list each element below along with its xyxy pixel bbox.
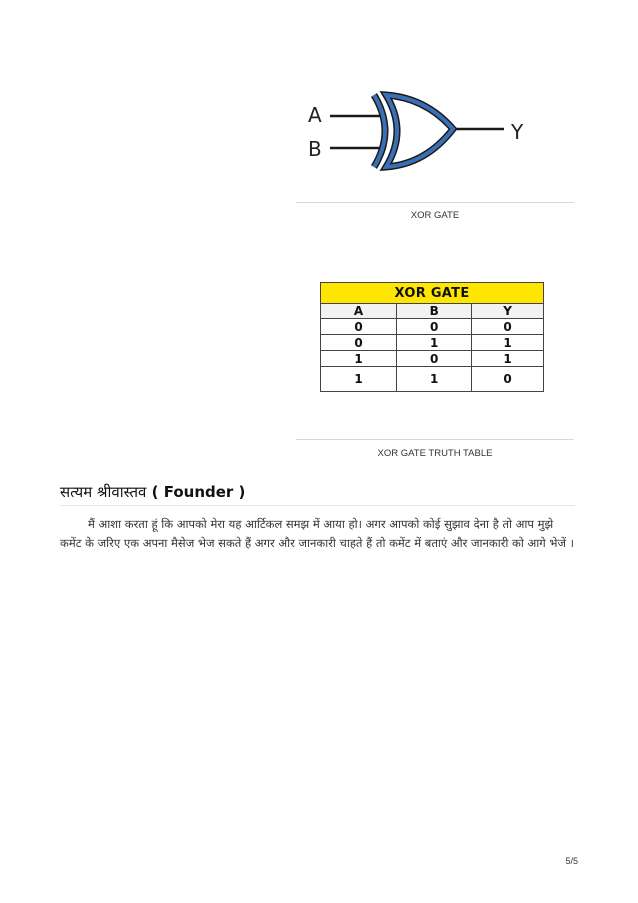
column-header-b: B <box>397 304 472 319</box>
output-y-label: Y <box>511 120 524 144</box>
table-row <box>321 319 544 335</box>
figure1-caption: XOR GATE <box>410 210 460 221</box>
table-cell: 1 <box>397 367 472 392</box>
table-cell: 0 <box>321 319 397 335</box>
table-cell: 0 <box>397 351 472 367</box>
table-row <box>321 367 544 392</box>
figure2-divider <box>296 439 574 440</box>
table-row <box>321 351 544 367</box>
table-cell: 0 <box>472 319 544 335</box>
xor-gate-symbol <box>296 78 574 196</box>
table-cell: 0 <box>397 319 472 335</box>
table-cell: 1 <box>321 351 397 367</box>
table-row <box>321 335 544 351</box>
truth-table <box>320 282 544 392</box>
table-cell: 1 <box>321 367 397 392</box>
author-role: ( Founder ) <box>151 483 246 501</box>
table-cell: 0 <box>321 335 397 351</box>
author-heading <box>60 482 245 502</box>
table-cell: 1 <box>397 335 472 351</box>
figure1-divider <box>296 202 574 203</box>
author-divider <box>60 505 575 506</box>
table-cell: 1 <box>472 351 544 367</box>
closing-paragraph: मैं आशा करता हूं कि आपको मेरा यह आर्टिकल समझ में आया हो। अगर आपको कोई सुझाव देना है तो आप मुझे कमेंट के जरिए एक अपना मैसेज भेज सकते हैं अगर और जानकारी चाहते हैं तो कमेंट में बताएं और जानकारी को आगे भेजें । <box>60 517 575 550</box>
column-header-y: Y <box>472 304 544 319</box>
table-cell: 0 <box>472 367 544 392</box>
author-name: सत्यम श्रीवास्तव <box>60 483 147 501</box>
input-a-label: A <box>308 103 322 127</box>
xor-gate-diagram <box>296 78 574 196</box>
figure2-caption: XOR GATE TRUTH TABLE <box>377 448 493 459</box>
input-b-label: B <box>308 137 322 161</box>
page-number: 5/5 <box>565 856 578 866</box>
table-cell: 1 <box>472 335 544 351</box>
xor-truth-table-figure <box>320 282 544 401</box>
column-header-a: A <box>321 304 397 319</box>
truth-table-title: XOR GATE <box>321 283 544 304</box>
